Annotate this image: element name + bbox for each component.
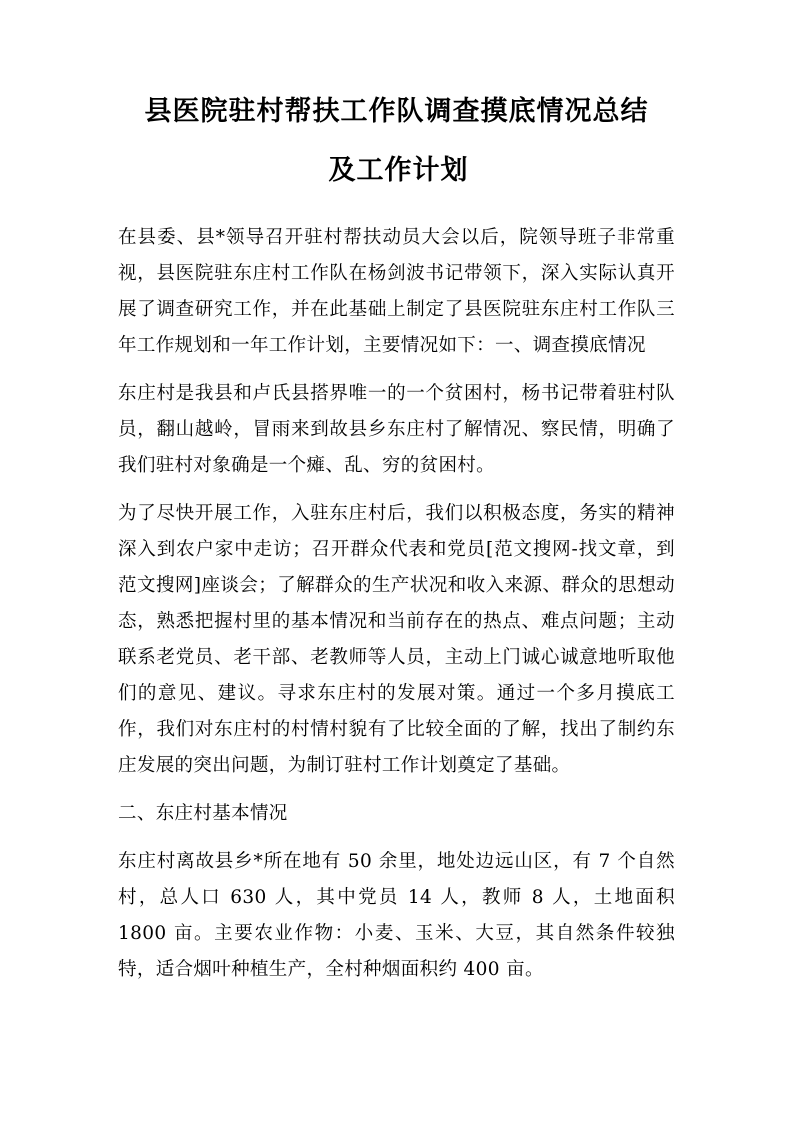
- document-title-line-1: 县医院驻村帮扶工作队调查摸底情况总结: [144, 96, 649, 127]
- paragraph-work-process: 为了尽快开展工作，入驻东庄村后，我们以积极态度，务实的精神深入到农户家中走访；召开群众代表和党员[范文搜网-找文章，到范文搜网]座谈会；了解群众的生产状况和收入来源、群众的思想动态，熟悉把握村里的基本情况和当前存在的热点、难点问题；主动联系老党员、老干部、老教师等人员，主动上门诚心诚意地听取他们的意见、建议。寻求东庄村的发展对策。通过一个多月摸底工作，我们对东庄村的村情村貌有了比较全面的了解，找出了制约东庄发展的突出问题，为制订驻村工作计划奠定了基础。: [118, 503, 675, 776]
- paragraph-village-survey: 东庄村是我县和卢氏县搭界唯一的一个贫困村，杨书记带着驻村队员，翻山越岭，冒雨来到故县乡东庄村了解情况、察民情，明确了我们驻村对象确是一个瘫、乱、穷的贫困村。: [118, 383, 675, 476]
- document-body: [118, 220, 675, 988]
- document-title: [118, 82, 675, 200]
- paragraph-intro: 在县委、县*领导召开驻村帮扶动员大会以后，院领导班子非常重视，县医院驻东庄村工作队在杨剑波书记带领下，深入实际认真开展了调查研究工作，并在此基础上制定了县医院驻东庄村工作队三年工作规划和一年工作计划，主要情况如下：一、调查摸底情况: [118, 227, 675, 356]
- section-heading-basic-info: 二、东庄村基本情况: [118, 803, 288, 824]
- paragraph-basic-info: 东庄村离故县乡*所在地有 50 余里，地处边远山区，有 7 个自然村，总人口 630 人，其中党员 14 人，教师 8 人，土地面积 1800 亩。主要农业作物：小麦、玉米、大豆，其自然条件较独特，适合烟叶种植生产，全村种烟面积约 400 亩。: [118, 851, 675, 980]
- document-title-line-2: 及工作计划: [328, 155, 469, 186]
